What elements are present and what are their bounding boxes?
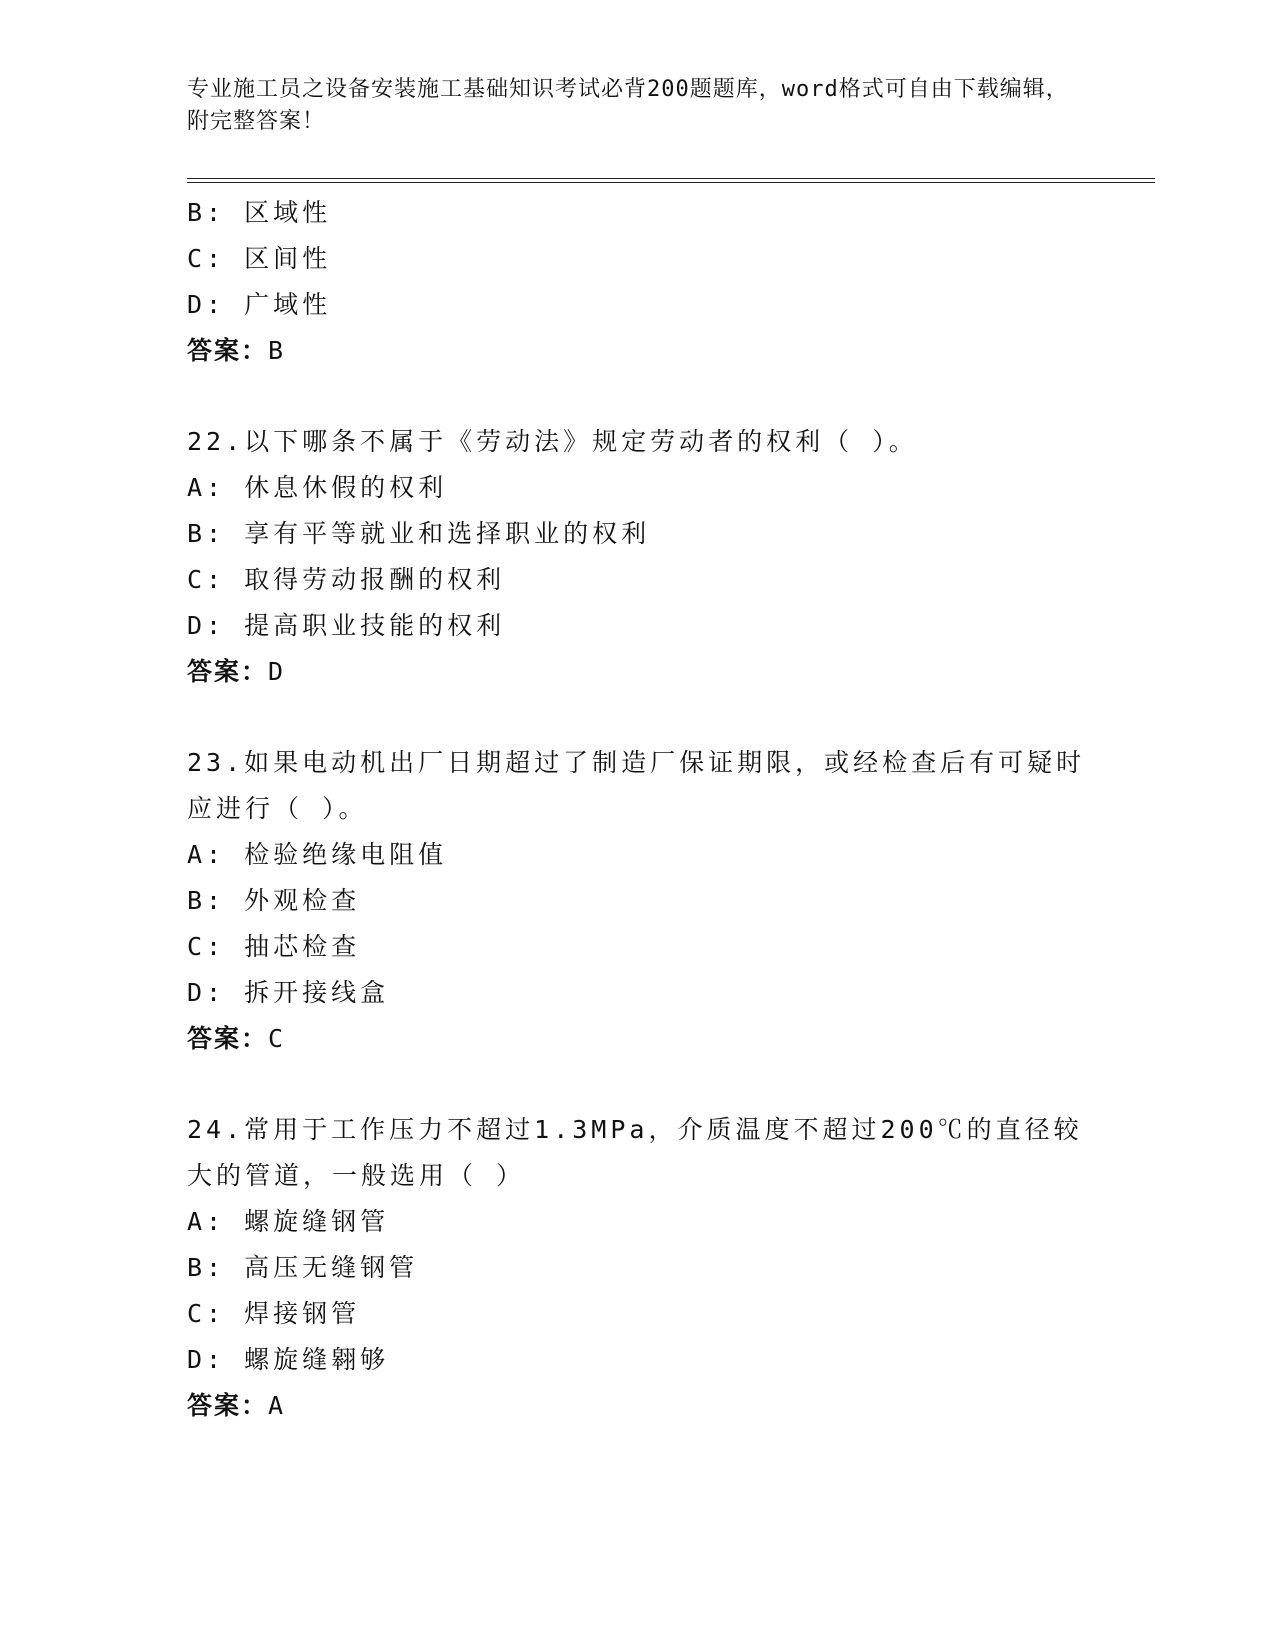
question-23 bbox=[187, 740, 1087, 1062]
option-a: A: 休息休假的权利 bbox=[187, 473, 448, 502]
answer-label: 答案： bbox=[187, 1024, 269, 1053]
option-a: A: 螺旋缝钢管 bbox=[187, 1207, 390, 1236]
document-body bbox=[187, 190, 1087, 1474]
answer-value: D bbox=[268, 657, 286, 686]
option-d: D: 提高职业技能的权利 bbox=[187, 611, 506, 640]
option-c: C: 区间性 bbox=[187, 244, 332, 273]
answer-value: A bbox=[268, 1391, 286, 1420]
option-b: B: 享有平等就业和选择职业的权利 bbox=[187, 519, 651, 548]
option-b: B: 区域性 bbox=[187, 198, 332, 227]
question-partial bbox=[187, 190, 1087, 374]
option-c: C: 取得劳动报酬的权利 bbox=[187, 565, 506, 594]
answer-line bbox=[187, 649, 1087, 695]
question-text: 23.如果电动机出厂日期超过了制造厂保证期限，或经检查后有可疑时应进行（ ）。 bbox=[187, 748, 1086, 823]
question-text: 22.以下哪条不属于《劳动法》规定劳动者的权利（ ）。 bbox=[187, 427, 918, 456]
answer-line bbox=[187, 1383, 1087, 1429]
option-c: C: 焊接钢管 bbox=[187, 1299, 361, 1328]
answer-label: 答案： bbox=[187, 657, 269, 686]
option-a: A: 检验绝缘电阻值 bbox=[187, 840, 448, 869]
option-d: D: 螺旋缝翱够 bbox=[187, 1345, 390, 1374]
question-22 bbox=[187, 419, 1087, 695]
option-b: B: 外观检查 bbox=[187, 886, 361, 915]
header-text: 专业施工员之设备安装施工基础知识考试必背200题题库，word格式可自由下载编辑，附完整答案！ bbox=[187, 77, 1069, 134]
answer-label: 答案： bbox=[187, 336, 269, 365]
question-text: 24.常用于工作压力不超过1.3MPa，介质温度不超过200℃的直径较大的管道，一般选用（ ） bbox=[187, 1115, 1083, 1190]
option-c: C: 抽芯检查 bbox=[187, 932, 361, 961]
page-header bbox=[187, 74, 1087, 138]
question-24 bbox=[187, 1107, 1087, 1429]
answer-value: C bbox=[268, 1024, 286, 1053]
option-d: D: 广域性 bbox=[187, 290, 332, 319]
answer-value: B bbox=[268, 336, 286, 365]
header-divider bbox=[187, 178, 1155, 183]
answer-line bbox=[187, 328, 1087, 374]
answer-line bbox=[187, 1016, 1087, 1062]
answer-label: 答案： bbox=[187, 1391, 269, 1420]
option-b: B: 高压无缝钢管 bbox=[187, 1253, 419, 1282]
option-d: D: 拆开接线盒 bbox=[187, 978, 390, 1007]
